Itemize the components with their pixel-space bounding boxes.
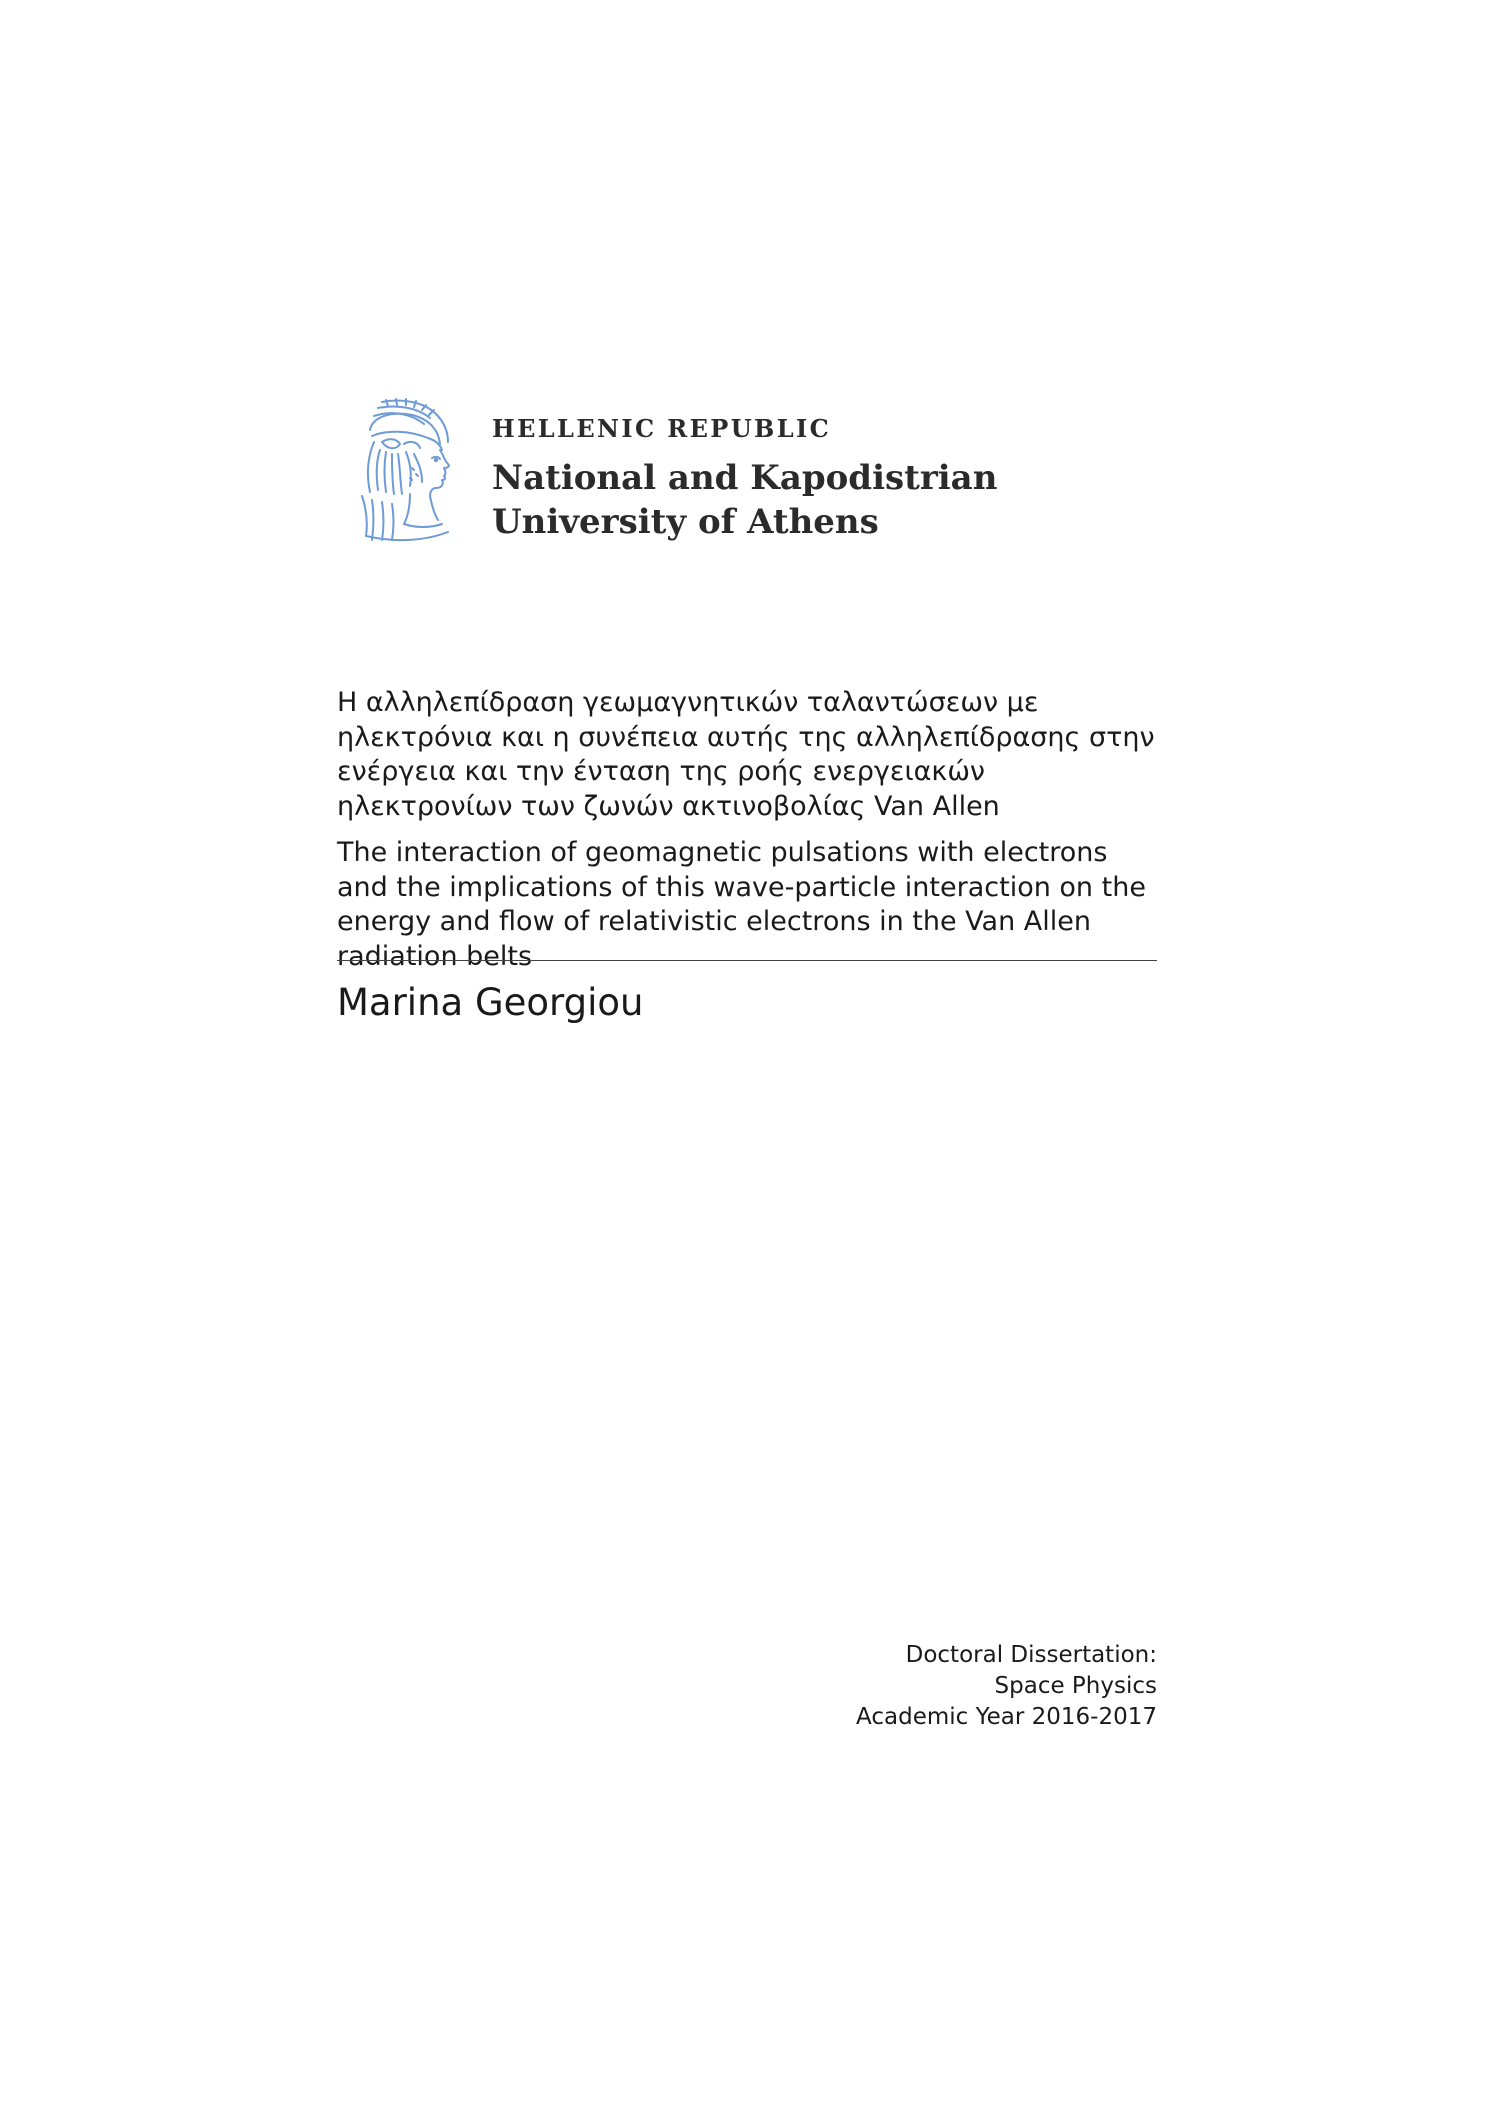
dissertation-meta — [856, 1640, 1157, 1733]
thesis-title-english: The interaction of geomagnetic pulsations with electrons and the implications of this wave-particle interaction on the energy and flow of relativistic electrons in the Van Allen radiation belts — [337, 837, 1146, 972]
author-name: Marina Georgiou — [337, 981, 644, 1024]
academic-year: Academic Year 2016-2017 — [856, 1704, 1157, 1730]
institution-name-line2: University of Athens — [492, 502, 879, 542]
thesis-title-block — [337, 686, 1157, 974]
institution-country: HELLENIC REPUBLIC — [492, 414, 832, 443]
dissertation-type: Doctoral Dissertation: — [905, 1642, 1157, 1668]
institution-name — [492, 456, 997, 544]
athena-head-logo-icon — [352, 396, 460, 544]
title-divider — [337, 960, 1157, 961]
dissertation-field: Space Physics — [994, 1673, 1157, 1699]
institution-name-line1: National and Kapodistrian — [492, 458, 998, 498]
thesis-title-greek: Η αλληλεπίδραση γεωμαγνητικών ταλαντώσεων με ηλεκτρόνια και η συνέπεια αυτής της αλληλεπίδρασης στην ενέργεια και την ένταση της ροής ενεργειακών ηλεκτρονίων των ζωνών ακτινοβολίας Van Allen — [337, 687, 1155, 822]
